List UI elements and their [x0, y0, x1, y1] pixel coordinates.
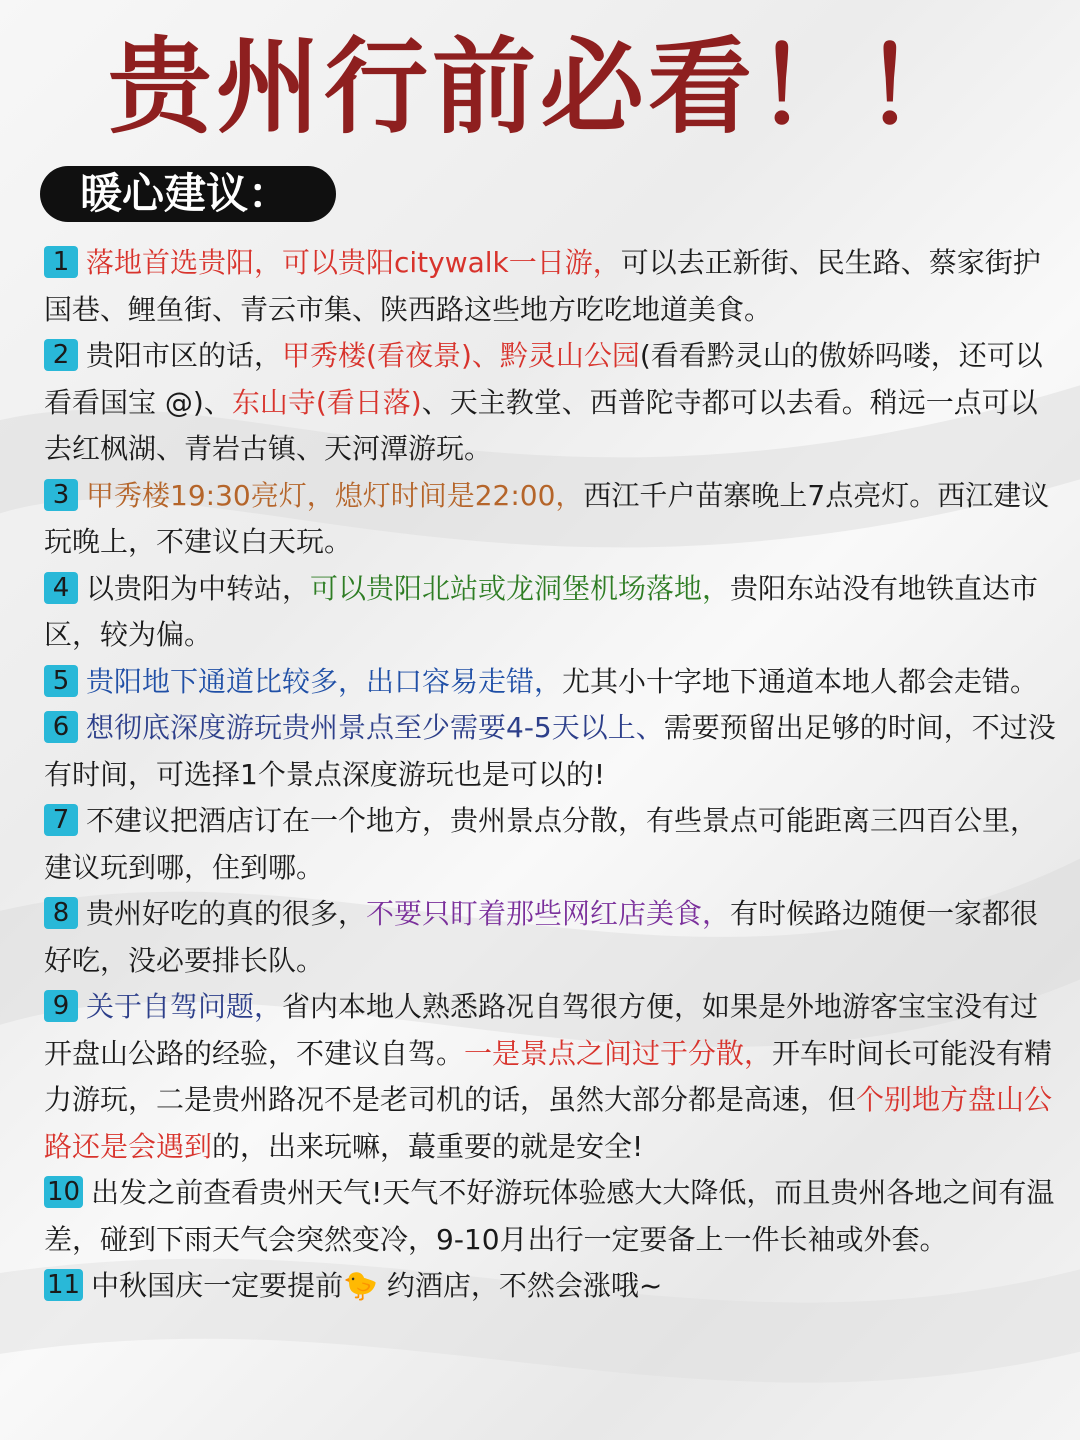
tip-highlight: 想彻底深度游玩贵州景点至少需要4-5天以上、 [86, 711, 664, 744]
tip-item [44, 705, 1064, 798]
tip-number-badge: 3 [44, 479, 78, 511]
tip-highlight: 可以贵阳北站或龙洞堡机场落地， [310, 571, 731, 605]
tip-number-badge: 1 [44, 246, 78, 278]
tip-text: 可以去正新街、民生路、蔡家街护国巷、鲤鱼街、青云市集、陕西路这些地方吃吃地道美食。 [44, 246, 1041, 326]
tip-number-badge: 4 [44, 572, 78, 604]
tip-item [44, 333, 1064, 473]
tip-highlight: 甲秀楼(看夜景)、黔灵山公园 [282, 339, 640, 372]
tip-item [44, 798, 1064, 891]
tip-item [44, 240, 1064, 333]
tip-item [44, 473, 1064, 566]
tip-text: (看看黔灵山的傲娇吗喽，还可以看看国宝 @)、 [44, 339, 1043, 419]
tip-item [44, 566, 1064, 659]
tip-number-badge: 11 [44, 1269, 83, 1301]
tip-text: 贵阳东站没有地铁直达市区，较为偏。 [44, 571, 1039, 651]
section-label-pill [40, 166, 336, 222]
tip-highlight: 东山寺(看日落) [231, 385, 422, 419]
tip-highlight: 不要只盯着那些网红店美食， [366, 897, 731, 930]
tip-text: 开车时间长可能没有精力游玩，二是贵州路况不是老司机的话，虽然大部分都是高速，但 [44, 1036, 1053, 1116]
tip-highlight: 一是景点之间过于分散， [464, 1036, 773, 1070]
tip-number-badge: 6 [44, 711, 78, 743]
tip-text: 中秋国庆一定要提前 [91, 1269, 344, 1302]
tip-highlight: 关于自驾问题， [86, 990, 283, 1023]
section-label: 暖心建议： [80, 169, 291, 218]
tip-highlight: 落地首选贵阳，可以贵阳citywalk一日游， [86, 246, 621, 279]
tip-highlight: 贵阳地下通道比较多，出口容易走错， [86, 664, 563, 698]
tip-item [44, 659, 1064, 706]
tip-item [44, 1263, 1064, 1310]
tip-text: 、天主教堂、西普陀寺都可以去看。稍远一点可以去红枫湖、青岩古镇、天河潭游玩。 [44, 385, 1038, 465]
chick-emoji-icon: 🐤 [343, 1269, 378, 1302]
tip-number-badge: 10 [44, 1176, 83, 1208]
tip-text: 贵州好吃的真的很多， [86, 897, 367, 930]
tip-highlight: 个别地方盘山公路还是会遇到 [44, 1083, 1053, 1163]
tip-text: 需要预留出足够的时间，不过没有时间，可选择1个景点深度游玩也是可以的! [44, 711, 1056, 791]
tip-text: 约酒店，不然会涨哦~ [386, 1269, 663, 1302]
tip-item [44, 1170, 1064, 1263]
tip-number-badge: 8 [44, 897, 78, 929]
tip-text: 不建议把酒店订在一个地方，贵州景点分散，有些景点可能距离三四百公里，建议玩到哪，住到哪。 [44, 804, 1039, 884]
tip-text: 贵阳市区的话， [86, 339, 283, 372]
tip-text: 以贵阳为中转站， [86, 571, 311, 605]
tip-number-badge: 7 [44, 804, 78, 836]
tip-highlight: 甲秀楼19:30亮灯，熄灯时间是22:00， [86, 478, 584, 512]
tip-number-badge: 2 [44, 339, 78, 371]
tip-text: 尤其小十字地下通道本地人都会走错。 [562, 664, 1039, 698]
tip-number-badge: 9 [44, 990, 78, 1022]
tips-list [44, 240, 1064, 1310]
tip-text: 的，出来玩嘛，蕞重要的就是安全! [212, 1129, 644, 1163]
tip-item [44, 891, 1064, 984]
tip-text: 出发之前查看贵州天气!天气不好游玩体验感大大降低，而且贵州各地之间有温差，碰到下雨天气会突然变冷，9-10月出行一定要备上一件长袖或外套。 [44, 1176, 1055, 1256]
page-title: 贵州行前必看！！ [107, 26, 972, 148]
tip-text: 有时候路边随便一家都很好吃，没必要排长队。 [44, 897, 1039, 977]
tip-text: 西江千户苗寨晚上7点亮灯。西江建议玩晚上，不建议白天玩。 [44, 478, 1050, 558]
tip-text: 省内本地人熟悉路况自驾很方便，如果是外地游客宝宝没有过开盘山公路的经验，不建议自驾。 [44, 990, 1039, 1070]
tip-number-badge: 5 [44, 665, 78, 697]
tip-item [44, 984, 1064, 1170]
